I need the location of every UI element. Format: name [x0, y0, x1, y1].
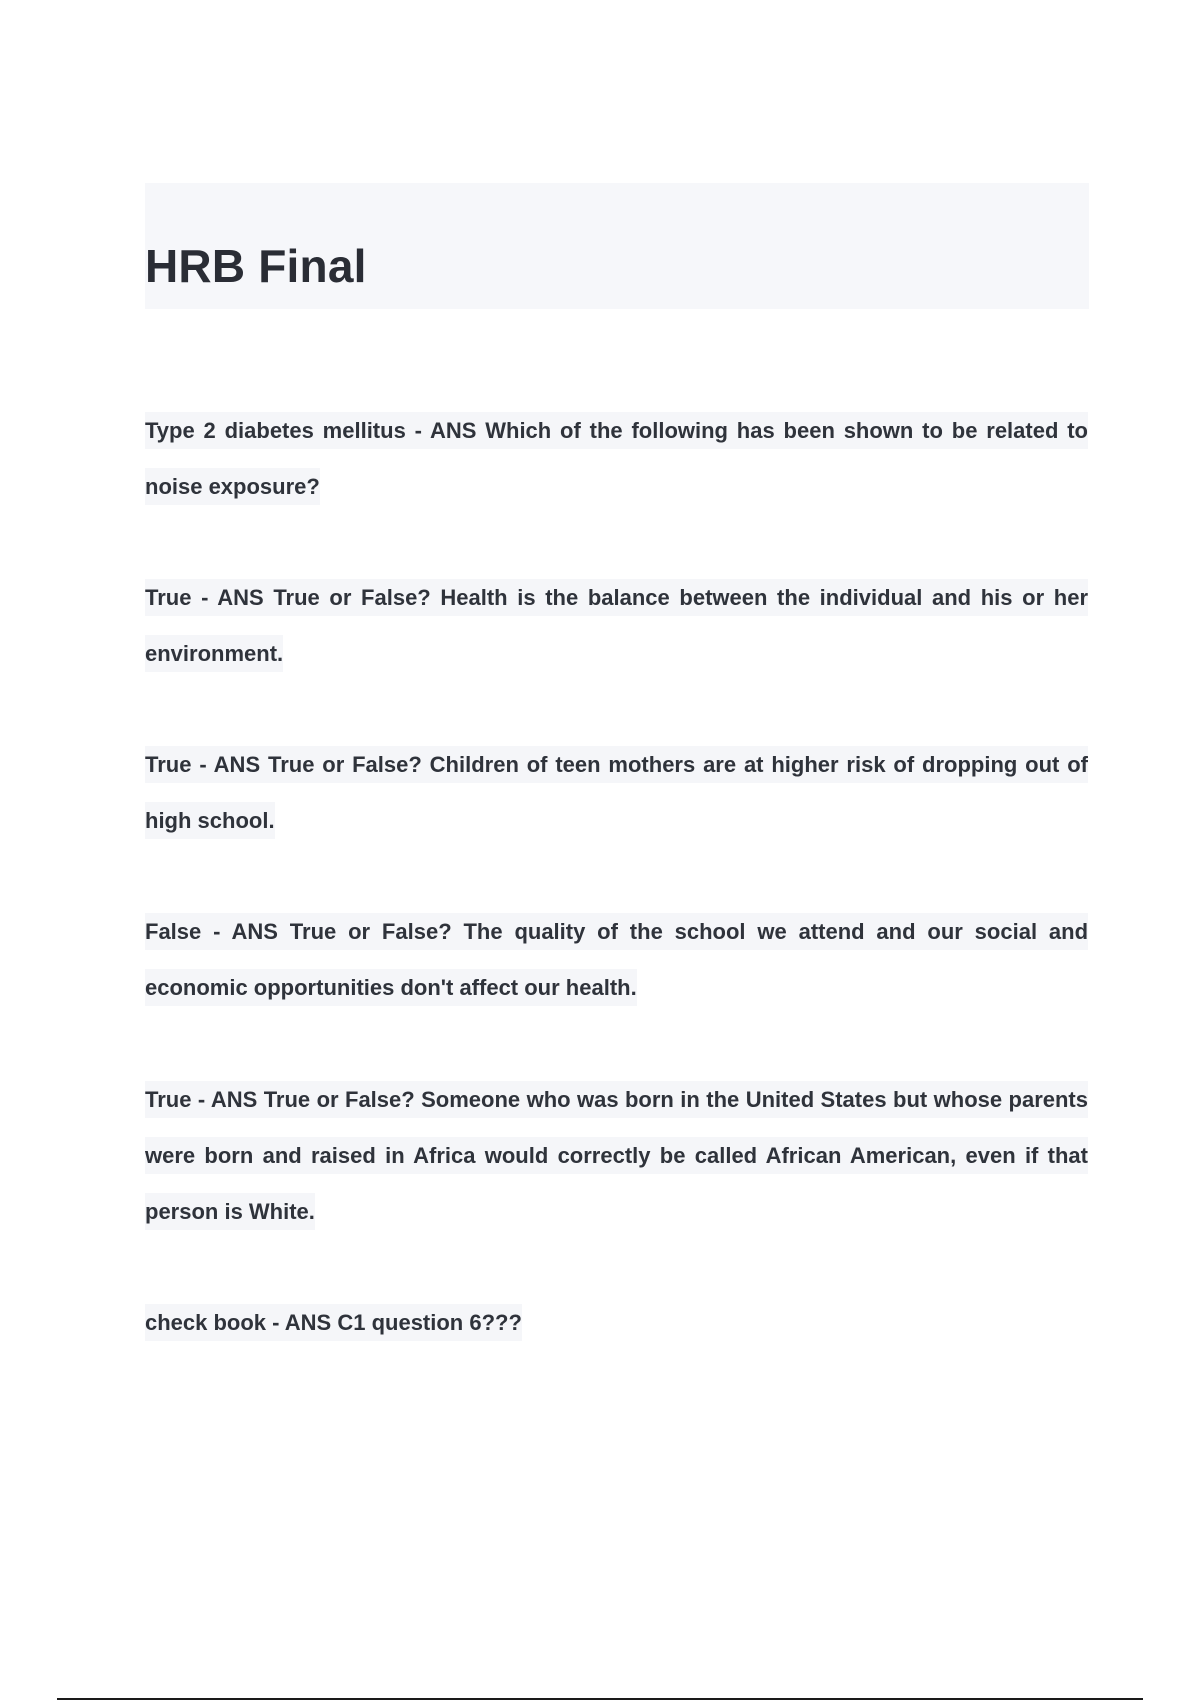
- answer-separator: - ANS: [191, 1087, 264, 1112]
- flashcard-question: True or False? The quality of the school we attend and our social and economic opportunities don't affect our health.: [145, 919, 1089, 1000]
- answer-separator: - ANS: [191, 585, 274, 610]
- flashcard-question: C1 question 6???: [337, 1310, 522, 1335]
- flashcard-text: [145, 1081, 1088, 1230]
- flashcard-item: [145, 904, 1088, 1016]
- flashcard-text: [145, 412, 1088, 505]
- flashcard-answer: check book: [145, 1310, 267, 1335]
- flashcard-text: [145, 746, 1088, 839]
- page-title: HRB Final: [145, 240, 367, 292]
- flashcard-question: True or False? Children of teen mothers are at higher risk of dropping out of high school.: [145, 752, 1088, 833]
- flashcard-item: [145, 1072, 1088, 1240]
- flashcard-answer: Type 2 diabetes mellitus: [145, 418, 406, 443]
- flashcard-answer: True: [145, 752, 192, 777]
- flashcard-text: [145, 1304, 522, 1341]
- flashcard-item: [145, 570, 1088, 682]
- flashcard-question: True or False? Health is the balance between the individual and his or her environment.: [145, 585, 1089, 666]
- flashcard-answer: False: [145, 919, 202, 944]
- flashcard-item: [145, 1295, 1088, 1351]
- answer-separator: - ANS: [266, 1310, 338, 1335]
- flashcard-answer: True: [145, 585, 192, 610]
- answer-separator: - ANS: [405, 418, 486, 443]
- flashcard-text: [145, 913, 1088, 1006]
- flashcard-item: [145, 737, 1088, 849]
- flashcard-item: [145, 403, 1088, 515]
- answer-separator: - ANS: [201, 919, 290, 944]
- flashcard-text: [145, 579, 1088, 672]
- answer-separator: - ANS: [191, 752, 268, 777]
- flashcard-question: True or False? Someone who was born in the United States but whose parents were born and raised in Africa would correctly be called African American, even if that person is White.: [145, 1087, 1088, 1224]
- flashcard-answer: True: [145, 1087, 192, 1112]
- flashcard-question: Which of the following has been shown to be related to noise exposure?: [145, 418, 1088, 499]
